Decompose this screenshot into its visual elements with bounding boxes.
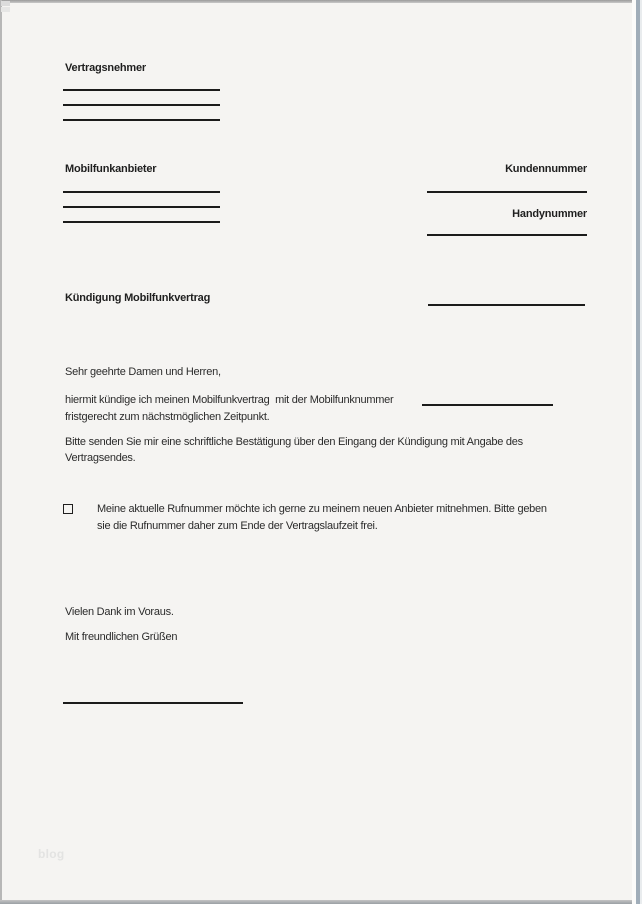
- mobilfunkanbieter-label: Mobilfunkanbieter: [65, 163, 157, 175]
- salutation: Sehr geehrte Damen und Herren,: [65, 366, 221, 378]
- kundennummer-label: Kundennummer: [505, 163, 587, 175]
- paragraph1-line1: hiermit kündige ich meinen Mobilfunkvertrag mit der Mobilfunknummer: [65, 394, 394, 406]
- number-portability-checkbox[interactable]: [63, 504, 73, 514]
- paragraph1-line2: fristgerecht zum nächstmöglichen Zeitpunkt.: [65, 411, 270, 423]
- mobilfunkanbieter-line-3[interactable]: [63, 221, 220, 223]
- vertragsnehmer-line-3[interactable]: [63, 119, 220, 121]
- mobilfunkanbieter-line-2[interactable]: [63, 206, 220, 208]
- mobilfunknummer-line[interactable]: [422, 404, 553, 406]
- corner-artifact: [1, 7, 10, 12]
- paragraph2-line2: Vertragsendes.: [65, 452, 136, 464]
- corner-artifact: [1, 1, 10, 6]
- vertragsnehmer-line-2[interactable]: [63, 104, 220, 106]
- thanks-text: Vielen Dank im Voraus.: [65, 606, 174, 618]
- handynummer-label: Handynummer: [512, 208, 587, 220]
- handynummer-line[interactable]: [427, 234, 587, 236]
- checkbox-text-line1: Meine aktuelle Rufnummer möchte ich gerne zu meinem neuen Anbieter mitnehmen. Bitte geben: [97, 503, 547, 515]
- vertragsnehmer-line-1[interactable]: [63, 89, 220, 91]
- closing-text: Mit freundlichen Grüßen: [65, 631, 178, 643]
- signature-line[interactable]: [63, 702, 243, 704]
- page-top-edge: [0, 0, 642, 3]
- subject-label: Kündigung Mobilfunkvertrag: [65, 292, 211, 304]
- watermark: blog: [38, 847, 65, 861]
- paragraph2-line1: Bitte senden Sie mir eine schriftliche Bestätigung über den Eingang der Kündigung mit Angabe des: [65, 436, 523, 448]
- mobilfunkanbieter-line-1[interactable]: [63, 191, 220, 193]
- kundennummer-line[interactable]: [427, 191, 587, 193]
- vertragsnehmer-label: Vertragsnehmer: [65, 62, 146, 74]
- date-line[interactable]: [428, 304, 585, 306]
- checkbox-text-line2: sie die Rufnummer daher zum Ende der Vertragslaufzeit frei.: [97, 520, 378, 532]
- page-left-edge: [0, 0, 2, 904]
- page-bottom-edge: [0, 900, 642, 904]
